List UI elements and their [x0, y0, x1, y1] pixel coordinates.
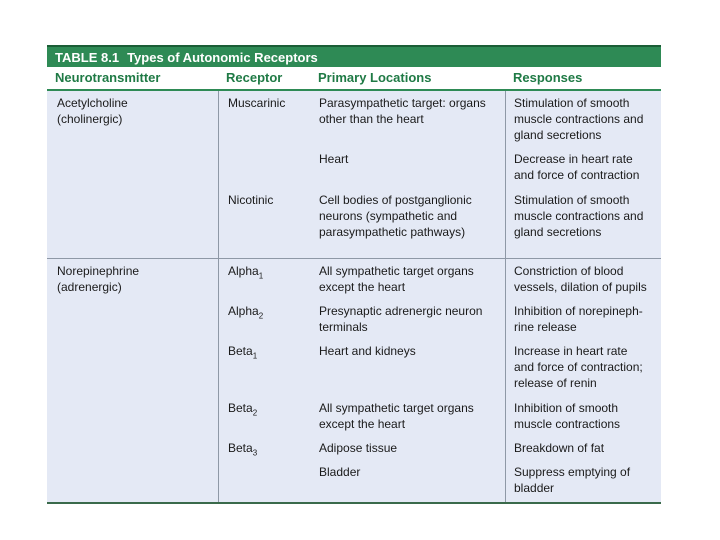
column-divider — [505, 259, 506, 502]
header-responses: Responses — [513, 70, 583, 85]
column-divider — [218, 259, 219, 502]
location-cell: Presynaptic adrenergic neuron terminals — [319, 304, 483, 334]
table-number: TABLE 8.1 — [55, 50, 120, 65]
location-cell: Heart and kidneys — [319, 344, 416, 358]
header-receptor: Receptor — [226, 70, 283, 85]
response-cell: Inhibition of smooth muscle contractions — [514, 401, 621, 431]
response-cell: Constriction of blood vessels, dilation of pupils — [514, 264, 647, 294]
location-cell: Bladder — [319, 465, 361, 479]
header-primary-locations: Primary Locations — [318, 70, 432, 85]
table-title-bar — [47, 45, 661, 67]
table-body — [47, 91, 661, 504]
receptor-cell: Beta$_3$ — [228, 441, 258, 458]
header-neurotransmitter: Neurotransmitter — [55, 70, 161, 85]
column-divider — [505, 91, 506, 258]
response-cell: Suppress emptying of bladder — [514, 465, 631, 495]
location-cell: All sympathetic target organs except the heart — [319, 264, 474, 294]
table-header-row — [47, 67, 661, 91]
location-cell: Parasympathetic target: organs other than the heart — [319, 96, 486, 126]
neurotransmitter-cell: Acetylcholine (cholinergic) — [57, 96, 128, 126]
location-cell: Cell bodies of postganglionic neurons (sympathetic and parasympathetic pathways) — [319, 193, 472, 239]
response-cell: Increase in heart rate and force of contraction; release of renin — [514, 344, 643, 390]
neurotransmitter-cell: Norepinephrine (adrenergic) — [57, 264, 140, 294]
table-group — [47, 259, 661, 504]
location-cell: All sympathetic target organs except the heart — [319, 401, 474, 431]
receptor-cell: Muscarinic — [228, 96, 286, 110]
table-group — [47, 91, 661, 259]
table-title: Types of Autonomic Receptors — [127, 50, 318, 65]
location-cell: Heart — [319, 152, 349, 166]
receptor-table — [47, 45, 661, 504]
response-cell: Stimulation of smooth muscle contractions and gland secretions — [514, 96, 644, 142]
receptor-cell: Beta$_1$ — [228, 344, 258, 361]
receptor-cell: Alpha$_1$ — [228, 264, 264, 281]
receptor-cell: Beta$_2$ — [228, 401, 258, 418]
location-cell: Adipose tissue — [319, 441, 398, 455]
receptor-cell: Nicotinic — [228, 193, 274, 207]
response-cell: Decrease in heart rate and force of contraction — [514, 152, 640, 182]
response-cell: Breakdown of fat — [514, 441, 605, 455]
receptor-cell: Alpha$_2$ — [228, 304, 264, 321]
column-divider — [218, 91, 219, 258]
response-cell: Inhibition of norepineph- rine release — [514, 304, 643, 334]
response-cell: Stimulation of smooth muscle contractions and gland secretions — [514, 193, 644, 239]
